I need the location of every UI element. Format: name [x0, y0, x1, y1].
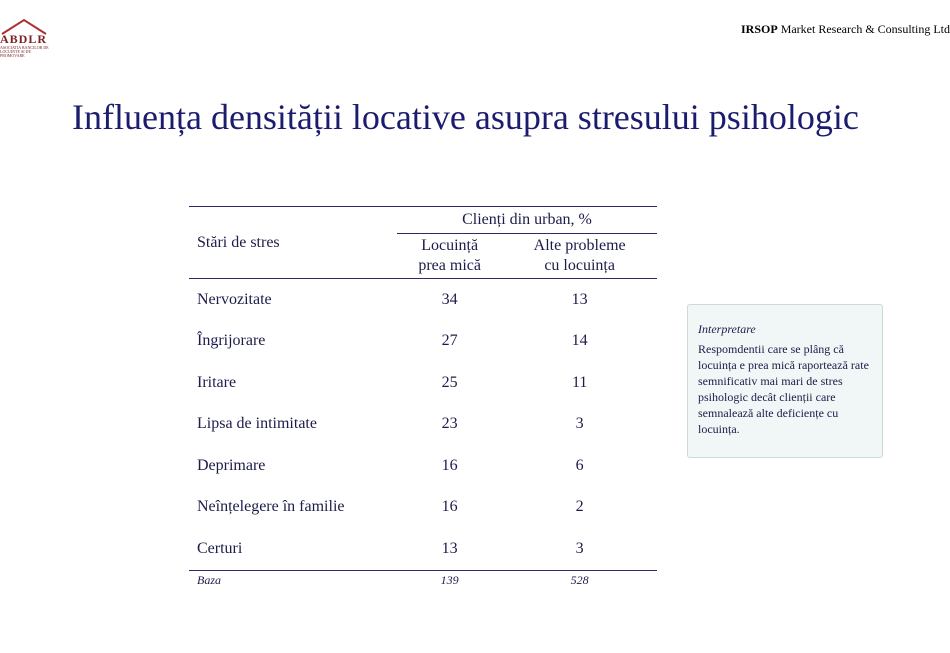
value-other-problems: 11 [571, 373, 588, 391]
table-row [189, 528, 657, 570]
row-label: Iritare [197, 373, 237, 391]
value-other-problems: 3 [575, 415, 584, 433]
value-small-home: 16 [441, 456, 458, 474]
value-small-home: 16 [441, 498, 458, 516]
table-row [189, 487, 657, 529]
interpretation-box [687, 304, 883, 458]
value-other-problems: 3 [575, 539, 584, 557]
value-other-problems: 6 [575, 456, 584, 474]
base-other-problems: 528 [502, 570, 657, 591]
logo [0, 18, 52, 58]
logo-subtitle: ASOCIATIA BANCILOR DE LOCUINTE SI DE PROMOVARE [0, 45, 49, 58]
value-small-home: 23 [441, 415, 458, 433]
logo-text: ABDLR [0, 32, 48, 46]
value-small-home: 25 [441, 373, 458, 391]
stress-table [189, 206, 657, 591]
group-header: Clienți din urban, % [397, 207, 657, 234]
base-label: Baza [189, 570, 397, 591]
table-row [189, 321, 657, 363]
value-small-home: 27 [441, 332, 458, 350]
col1-header [397, 234, 502, 279]
table-row [189, 279, 657, 321]
value-small-home: 13 [441, 539, 458, 557]
col2-header-line2: cu locuința [544, 257, 615, 274]
base-small-home: 139 [397, 570, 502, 591]
table-row [189, 404, 657, 446]
company-name-bold: IRSOP [741, 22, 778, 36]
col1-header-line1: Locuință [421, 237, 479, 254]
row-label: Neînțelegere în familie [197, 498, 345, 516]
row-label: Lipsa de intimitate [197, 415, 317, 433]
row-label: Nervozitate [197, 290, 272, 308]
company-name [741, 22, 950, 37]
interpretation-text: Respomdentii care se plâng că locuința e prea mică raportează rate semnificativ mai mari de stres psihologic decât clienții care semnalează alte deficiențe cu locuința. [698, 342, 869, 436]
row-label: Îngrijorare [197, 332, 266, 350]
table-row [189, 362, 657, 404]
col2-header [502, 234, 657, 279]
col1-header-line2: prea mică [418, 257, 481, 274]
row-label: Deprimare [197, 456, 266, 474]
value-other-problems: 14 [571, 332, 588, 350]
slide-title: Influența densității locative asupra stresului psihologic [72, 97, 859, 137]
row-header: Stări de stres [197, 233, 280, 251]
value-small-home: 34 [441, 290, 458, 308]
company-name-rest: Market Research & Consulting Ltd [780, 22, 950, 36]
base-row [189, 570, 657, 591]
table-row [189, 445, 657, 487]
value-other-problems: 13 [571, 290, 588, 308]
value-other-problems: 2 [575, 498, 584, 516]
interpretation-title: Interpretare [698, 322, 756, 336]
row-label: Certuri [197, 539, 243, 557]
col2-header-line1: Alte probleme [533, 237, 626, 254]
table-header-row [189, 207, 657, 234]
